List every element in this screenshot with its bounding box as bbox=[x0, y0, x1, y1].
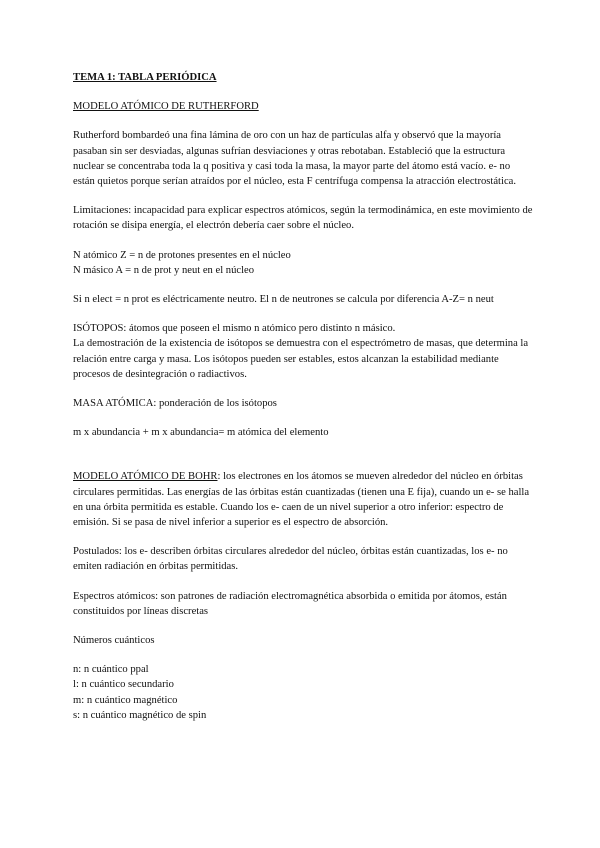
list-item: l: n cuántico secundario bbox=[73, 679, 174, 691]
page-title: TEMA 1: TABLA PERIÓDICA bbox=[73, 72, 217, 83]
list-item: m: n cuántico magnético bbox=[73, 694, 178, 706]
atomic-mass-line: MASA ATÓMICA: ponderación de los isótopos bbox=[73, 398, 277, 410]
limitaciones-paragraph: Limitaciones: incapacidad para explicar espectros atómicos, según la termodinámica, en este movimiento de rotación se disipa energía, el electrón debería caer sobre el núcleo. bbox=[73, 205, 533, 232]
neutral-atom-line: Si n elect = n prot es eléctricamente neutro. El n de neutrones se calcula por diferencia A-Z= n neut bbox=[73, 294, 494, 306]
bohr-paragraph bbox=[73, 469, 533, 530]
atomic-number-line: N atómico Z = n de protones presentes en el núcleo bbox=[73, 249, 291, 261]
quantum-numbers-heading: Números cuánticos bbox=[73, 635, 155, 647]
document-body bbox=[73, 70, 533, 723]
bohr-text: : los electrones en los átomos se mueven alrededor del núcleo en órbitas circulares permitidas. Las energías de las órbitas están cuantizadas (tienen una E fija), cuando un e- se halla en una órbita permitida es estable. Cuando los e- caen de un nivel superior a otro inferior: espectro de emisión. Si se pasa de nivel inferior a superior es el espectro de absorción. bbox=[73, 471, 530, 529]
list-item: n: n cuántico ppal bbox=[73, 664, 149, 676]
postulates-paragraph: Postulados: los e- describen órbitas circulares alrededor del núcleo, órbitas están cuantizadas, los e- no emiten radiación en órbitas permitidas. bbox=[73, 546, 508, 573]
atomic-spectra-paragraph: Espectros atómicos: son patrones de radiación electromagnética absorbida o emitida por átomos, están constituidos por líneas discretas bbox=[73, 590, 507, 617]
mass-number-line: N másico A = n de prot y neut en el núcleo bbox=[73, 264, 255, 276]
rutherford-heading: MODELO ATÓMICO DE RUTHERFORD bbox=[73, 101, 259, 113]
quantum-numbers-list bbox=[73, 662, 533, 723]
isotopes-paragraph: La demostración de la existencia de isótopos se demuestra con el espectrómetro de masas, que determina la relación entre carga y masa. Los isótopos pueden ser estables, estos alcanzan la estabilidad mediante procesos de desintegración o radiactivos. bbox=[73, 338, 529, 380]
bohr-heading: MODELO ATÓMICO DE BOHR bbox=[73, 471, 218, 483]
atomic-mass-formula: m x abundancia + m x abundancia= m atómica del elemento bbox=[73, 427, 329, 439]
list-item: s: n cuántico magnético de spin bbox=[73, 709, 207, 721]
isotopes-definition: ISÓTOPOS: átomos que poseen el mismo n atómico pero distinto n másico. bbox=[73, 323, 396, 335]
rutherford-paragraph: Rutherford bombardeó una fina lámina de oro con un haz de partículas alfa y observó que la mayoría pasaban sin ser desviadas, algunas sufrían desviaciones y otras rebotaban. Estableció que la estructura nuclear se concentraba toda la q positiva y casi toda la masa, la mayor parte del átomo está vacío. e- no están quietos porque serían atraídos por el núcleo, esta F centrífuga compensa la atracción electrostática. bbox=[73, 130, 516, 188]
